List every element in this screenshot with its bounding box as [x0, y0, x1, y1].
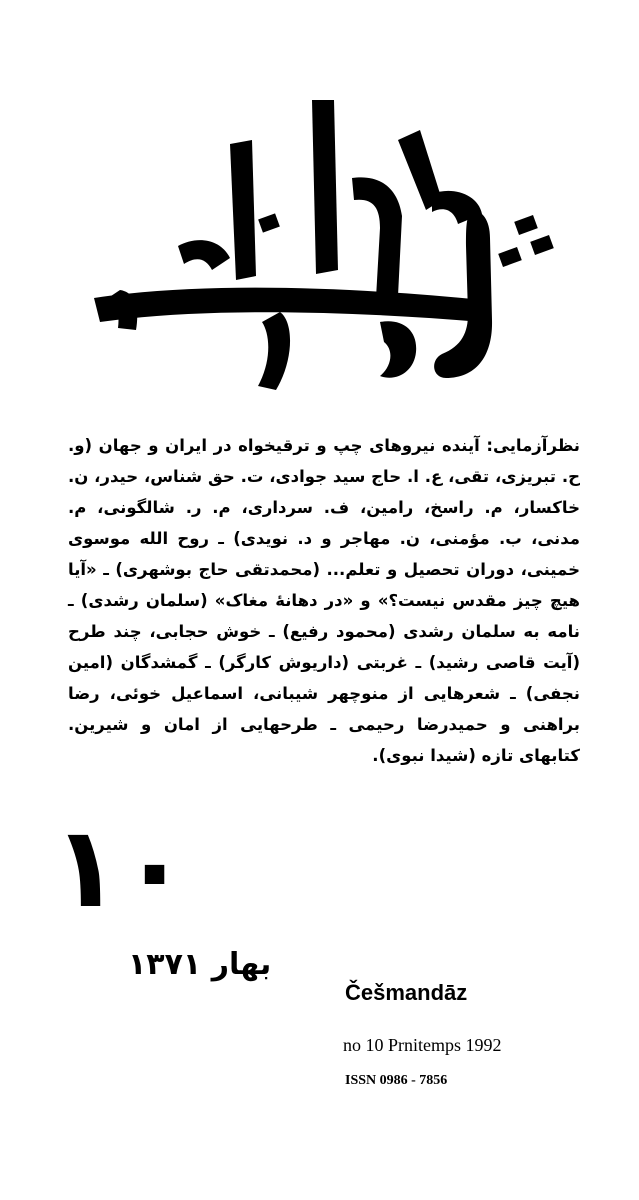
- issue-number: ۱۰: [52, 803, 189, 933]
- issue-line: no 10 Prnitemps 1992: [343, 1035, 502, 1055]
- contents-body: آینده نیروهای چپ و ترقیخواه در ایران و جهان (و. ح. تبریزی، تقی، ع. ا. حاج سید جوادی، ت. حق شناس، حیدر، ن. خاکسار، م. راسخ، رامین، ف. سرداری، م. ر. شالگونی، م. مدنی، ب. مؤمنی، ن. مهاجر و د. نویدی) ـ روح الله موسوی خمینی، دوران تحصیل و تعلم... (محمدتقی حاج بوشهری) ـ «آیا هیچ چیز مقدس نیست؟» و «در دهانهٔ مغاک» (سلمان رشدی) ـ نامه به سلمان رشدی (محمود رفیع) ـ خوش حجابی، چند طرح (آیت قاصی رشید) ـ غربتی (داریوش کارگر) ـ گمشدگان (امین نجفی) ـ شعرهایی از منوچهر شیبانی، اسماعیل خوئی، رضا براهنی و حمیدرضا رحیمی ـ طرحهایی از امان و شیرین. کتابهای تازه (شیدا نبوی).: [68, 436, 580, 765]
- latin-title: Češmandāz: [345, 980, 468, 1005]
- season-date: بهار ۱۳۷۱: [128, 947, 272, 982]
- issn-line: ISSN 0986 - 7856: [345, 1073, 448, 1088]
- masthead-logo: [80, 60, 560, 420]
- table-of-contents: [68, 430, 580, 771]
- contents-lead: نظرآزمایی:: [486, 436, 580, 455]
